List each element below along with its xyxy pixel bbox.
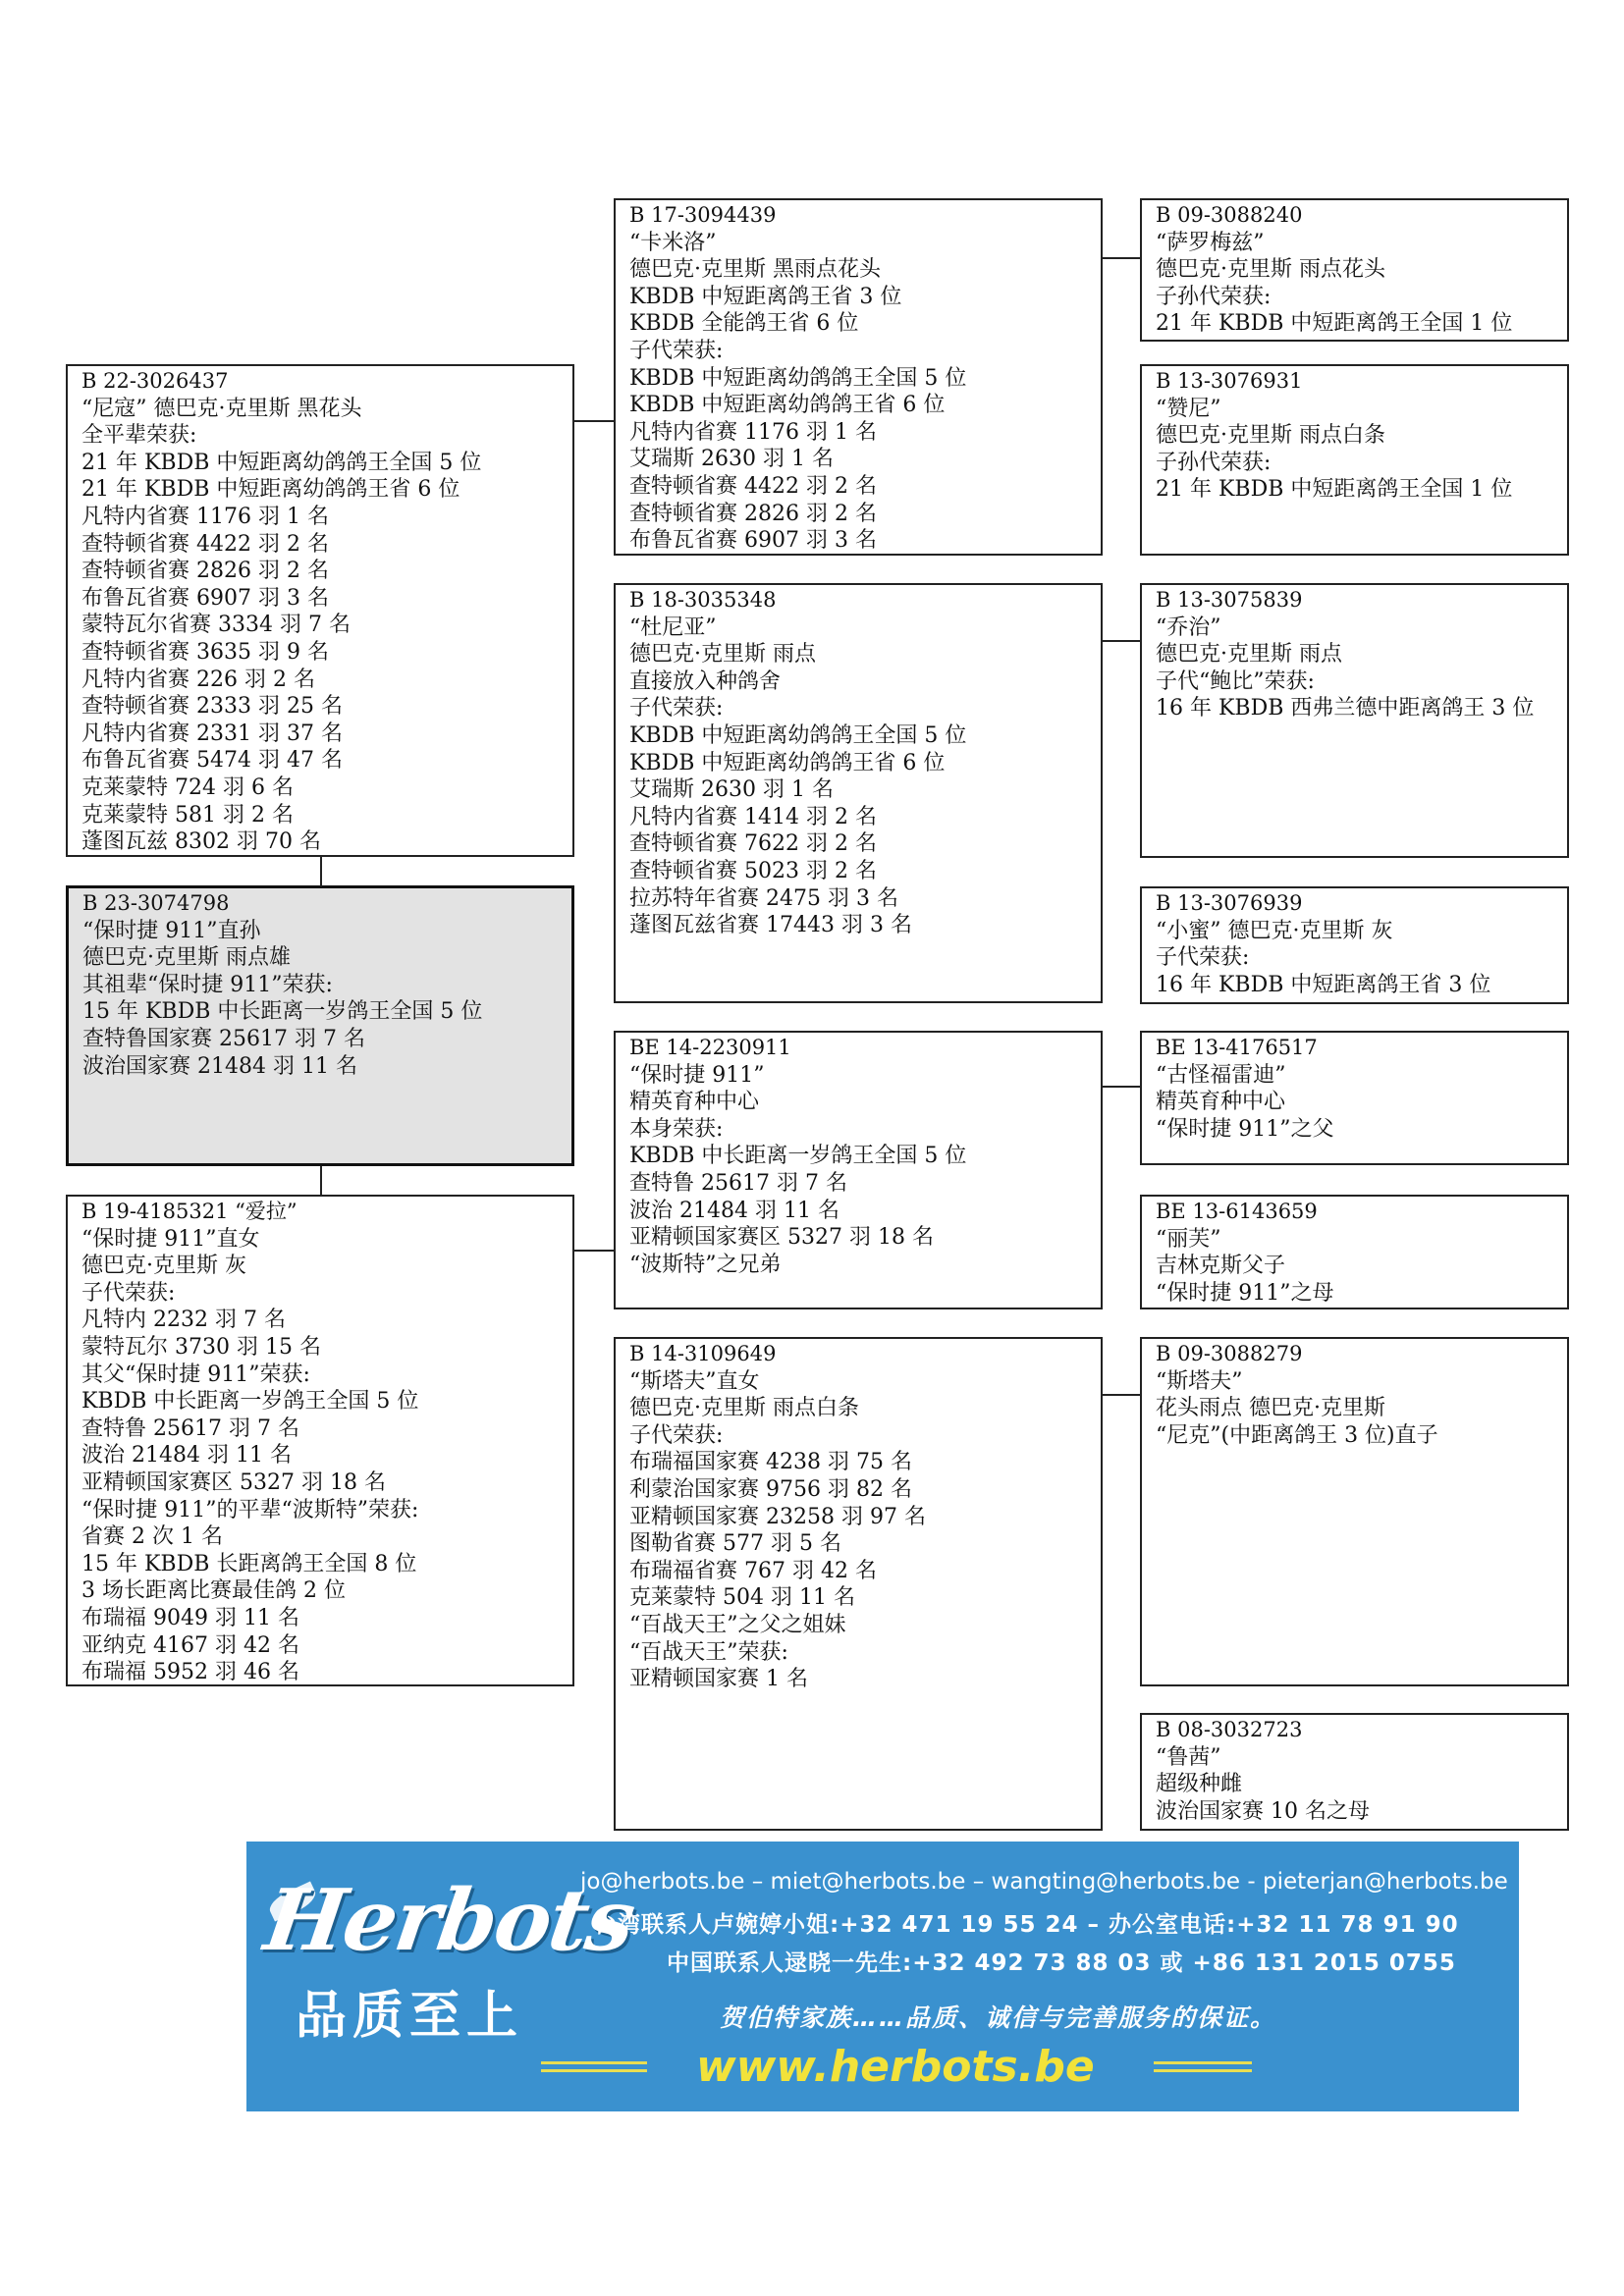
pedigree-line: 克莱蒙特 581 羽 2 名 [81,802,294,828]
pedigree-line: 查特顿省赛 4422 羽 2 名 [629,473,877,499]
pedigree-line: “萨罗梅兹” [1156,230,1265,255]
sss-card [1140,198,1569,342]
pedigree-line: 精英育种中心 [629,1090,760,1115]
pedigree-line: 吉林克斯父子 [1156,1254,1286,1279]
divider-right [1154,2069,1252,2072]
pedigree-line: 艾瑞斯 2630 羽 1 名 [629,447,834,472]
pedigree-line: 子代荣获: [1156,945,1250,971]
pedigree-line: “赞尼” [1156,396,1221,421]
connector [1103,257,1140,259]
ring-number: BE 14-2230911 [629,1036,791,1059]
pedigree-line: 凡特内 2232 羽 7 名 [81,1308,286,1333]
pedigree-line: 查特鲁 25617 羽 7 名 [81,1415,299,1441]
pedigree-line: 本身荣获: [629,1116,724,1142]
pedigree-line: KBDB 中短距离鸽王省 3 位 [629,284,902,309]
pedigree-line: 布瑞福 5952 羽 46 名 [81,1660,299,1685]
pedigree-line: 布瑞福国家赛 4238 羽 75 名 [629,1450,912,1475]
pedigree-line: “保时捷 911”直女 [81,1226,260,1252]
pedigree-line: 布鲁瓦省赛 6907 羽 3 名 [81,585,329,611]
connector [1103,640,1140,642]
pedigree-line: 德巴克·克里斯 灰 [81,1254,246,1279]
pedigree-line: 德巴克·克里斯 黑雨点花头 [629,257,881,283]
pedigree-line: 21 年 KBDB 中短距离鸽王全国 1 位 [1156,477,1513,503]
sire-dam-card [614,583,1103,1003]
pedigree-line: 布瑞福省赛 767 羽 42 名 [629,1558,877,1583]
dam-dam-card [614,1337,1103,1831]
dds-card [1140,1337,1569,1686]
ring-number: B 17-3094439 [629,203,777,227]
dss-card [1140,1031,1569,1165]
dsd-card [1140,1195,1569,1309]
ring-number: BE 13-4176517 [1156,1036,1318,1059]
herbots-banner [246,1842,1519,2111]
pedigree-line: 子孙代荣获: [1156,284,1272,309]
pedigree-line: “波斯特”之兄弟 [629,1252,782,1277]
sire-sire-card [614,198,1103,556]
pedigree-line: 蒙特瓦尔省赛 3334 羽 7 名 [81,613,351,638]
pedigree-line: 德巴克·克里斯 雨点白条 [629,1396,859,1421]
china-contact: 中国联系人逯晓一先生:+32 492 73 88 03 或 +86 131 2015 0755 [667,1950,1456,1976]
divider-left [541,2061,647,2064]
connector [320,1166,322,1196]
pedigree-line: 查特顿省赛 2826 羽 2 名 [81,559,329,584]
divider-left [541,2069,647,2072]
pedigree-line: “保时捷 911”的平辈“波斯特”荣获: [81,1497,419,1522]
ring-number: B 13-3076931 [1156,369,1303,393]
pedigree-line: 其祖辈“保时捷 911”荣获: [82,972,333,997]
pedigree-line: 凡特内省赛 1176 羽 1 名 [81,504,329,529]
pedigree-line: 波治 21484 羽 11 名 [629,1198,839,1223]
ring-number: B 14-3109649 [629,1342,777,1365]
pedigree-line: 15 年 KBDB 长距离鸽王全国 8 位 [81,1551,417,1576]
pedigree-line: 查特鲁 25617 羽 7 名 [629,1170,847,1196]
pedigree-line: 查特顿省赛 7622 羽 2 名 [629,831,877,857]
connector [574,1250,614,1252]
pedigree-line: 凡特内省赛 1414 羽 2 名 [629,804,877,829]
pedigree-line: 16 年 KBDB 西弗兰德中距离鸽王 3 位 [1156,696,1535,721]
pedigree-line: 德巴克·克里斯 雨点花头 [1156,257,1385,283]
pedigree-line: 21 年 KBDB 中短距离幼鸽鸽王省 6 位 [81,477,460,503]
pedigree-line: 查特顿省赛 3635 羽 9 名 [81,639,329,665]
pedigree-line: 超级种雌 [1156,1772,1243,1797]
pedigree-line: 波治国家赛 10 名之母 [1156,1798,1370,1824]
pedigree-line: 德巴克·克里斯 雨点白条 [1156,423,1385,449]
pedigree-line: KBDB 中短距离幼鸽鸽王省 6 位 [629,750,946,775]
pedigree-line: 省赛 2 次 1 名 [81,1524,223,1550]
pedigree-line: 子孙代荣获: [1156,450,1272,475]
pedigree-line: 子代荣获: [81,1280,176,1306]
pedigree-line: 子代荣获: [629,338,724,363]
pedigree-line: 布鲁瓦省赛 6907 羽 3 名 [629,528,877,554]
pedigree-line: “斯塔夫” [1156,1368,1243,1394]
pedigree-line: 亚精顿国家赛区 5327 羽 18 名 [81,1469,386,1495]
connector [574,420,614,422]
pedigree-line: “丽芙” [1156,1226,1221,1252]
pedigree-line: 蒙特瓦尔 3730 羽 15 名 [81,1334,321,1360]
ring-number: B 23-3074798 [82,891,230,915]
connector [1103,1086,1140,1088]
sds-card [1140,583,1569,858]
pedigree-line: 布鲁瓦省赛 5474 羽 47 名 [81,748,343,774]
divider-right [1154,2061,1252,2064]
pedigree-line: 亚精顿国家赛 23258 羽 97 名 [629,1504,926,1529]
herbots-logo: Herbots [258,1871,640,1970]
pedigree-line: 克莱蒙特 724 羽 6 名 [81,774,294,800]
pedigree-line: 查特鲁国家赛 25617 羽 7 名 [82,1026,365,1051]
pedigree-line: 德巴克·克里斯 雨点雄 [82,945,291,971]
pedigree-line: “百战天王”荣获: [629,1639,788,1665]
ssd-card [1140,364,1569,556]
pedigree-line: 艾瑞斯 2630 羽 1 名 [629,777,834,803]
ring-number: B 09-3088240 [1156,203,1303,227]
pedigree-line: 16 年 KBDB 中短距离鸽王省 3 位 [1156,972,1491,997]
pedigree-line: 子代荣获: [629,1422,724,1448]
pedigree-line: 21 年 KBDB 中短距离鸽王全国 1 位 [1156,311,1513,337]
pedigree-line: 直接放入种鸽舍 [629,668,782,694]
pedigree-line: “斯塔夫”直女 [629,1368,760,1394]
pedigree-line: 15 年 KBDB 中长距离一岁鸽王全国 5 位 [82,999,483,1025]
ring-number: B 19-4185321 “爱拉” [81,1200,298,1223]
pedigree-line: “鲁茜” [1156,1744,1221,1770]
pedigree-line: 布瑞福 9049 羽 11 名 [81,1605,299,1630]
pedigree-line: KBDB 全能鸽王省 6 位 [629,311,859,337]
pedigree-line: “尼寇” 德巴克·克里斯 黑花头 [81,396,362,421]
pedigree-line: KBDB 中短距离幼鸽鸽王全国 5 位 [629,722,967,748]
ring-number: B 22-3026437 [81,369,229,393]
email-contacts[interactable]: jo@herbots.be – miet@herbots.be – wangting@herbots.be - pieterjan@herbots.be [580,1869,1508,1895]
pedigree-line: 凡特内省赛 226 羽 2 名 [81,667,315,692]
connector [1103,1394,1140,1396]
pedigree-line: 凡特内省赛 2331 羽 37 名 [81,721,343,746]
pedigree-line: 花头雨点 德巴克·克里斯 [1156,1396,1385,1421]
slogan: 品质至上 [296,1987,524,2046]
pedigree-line: “小蜜” 德巴克·克里斯 灰 [1156,918,1393,943]
pedigree-line: “乔治” [1156,614,1221,640]
pedigree-line: 蓬图瓦兹省赛 17443 羽 3 名 [629,913,912,938]
ring-number: B 09-3088279 [1156,1342,1303,1365]
pedigree-line: 全平辈荣获: [81,423,197,449]
motto: 贺伯特家族……品质、诚信与完善服务的保证。 [720,2003,1277,2032]
pedigree-line: 查特顿省赛 4422 羽 2 名 [81,531,329,557]
dam-card [66,1195,574,1686]
website-link[interactable]: www.herbots.be [696,2042,1095,2092]
sire-card [66,364,574,857]
ring-number: B 18-3035348 [629,588,777,612]
pedigree-line: “古怪福雷迪” [1156,1062,1286,1088]
pedigree-line: 子代荣获: [629,696,724,721]
pedigree-line: 子代“鲍比”荣获: [1156,668,1315,694]
pedigree-line: 德巴克·克里斯 雨点 [1156,642,1342,667]
pedigree-line: 21 年 KBDB 中短距离幼鸽鸽王全国 5 位 [81,450,482,475]
pedigree-line: 凡特内省赛 1176 羽 1 名 [629,419,877,445]
taiwan-contact: 台湾联系人卢婉婷小姐:+32 471 19 55 24 – 办公室电话:+32 11 78 91 90 [594,1912,1459,1938]
pedigree-line: “杜尼亚” [629,614,717,640]
pedigree-line: KBDB 中长距离一岁鸽王全国 5 位 [629,1144,967,1169]
pedigree-line: KBDB 中长距离一岁鸽王全国 5 位 [81,1389,419,1415]
ring-number: B 13-3076939 [1156,891,1303,915]
pedigree-line: 其父“保时捷 911”荣获: [81,1362,310,1387]
pedigree-line: 德巴克·克里斯 雨点 [629,642,816,667]
pedigree-line: 3 场长距离比赛最佳鸽 2 位 [81,1578,346,1604]
pedigree-line: 克莱蒙特 504 羽 11 名 [629,1585,855,1611]
ring-number: B 08-3032723 [1156,1718,1303,1741]
pedigree-line: “百战天王”之父之姐妹 [629,1612,846,1637]
pedigree-line: “卡米洛” [629,230,717,255]
pedigree-line: 查特顿省赛 2826 羽 2 名 [629,501,877,526]
pedigree-line: KBDB 中短距离幼鸽鸽王省 6 位 [629,393,946,418]
pedigree-line: “保时捷 911” [629,1062,765,1088]
pedigree-line: 利蒙治国家赛 9756 羽 82 名 [629,1476,912,1502]
pedigree-line: 拉苏特年省赛 2475 羽 3 名 [629,885,898,911]
subject-card [66,885,574,1166]
ring-number: B 13-3075839 [1156,588,1303,612]
pedigree-line: “保时捷 911”之父 [1156,1116,1334,1142]
pedigree-line: 波治 21484 羽 11 名 [81,1443,292,1468]
pedigree-line: 图勒省赛 577 羽 5 名 [629,1531,841,1557]
pedigree-line: 亚精顿国家赛区 5327 羽 18 名 [629,1225,934,1251]
dam-sire-card [614,1031,1103,1309]
ring-number: BE 13-6143659 [1156,1200,1318,1223]
pedigree-line: 亚精顿国家赛 1 名 [629,1667,808,1692]
pedigree-line: “保时捷 911”直孙 [82,918,261,943]
pedigree-line: 亚纳克 4167 羽 42 名 [81,1632,299,1658]
pedigree-line: 蓬图瓦兹 8302 羽 70 名 [81,829,321,855]
pedigree-line: 精英育种中心 [1156,1090,1286,1115]
sdd-card [1140,886,1569,1004]
ddd-card [1140,1713,1569,1831]
pedigree-line: “尼克”(中距离鸽王 3 位)直子 [1156,1422,1438,1448]
pedigree-line: KBDB 中短距离幼鸽鸽王全国 5 位 [629,365,967,391]
pedigree-line: 查特顿省赛 2333 羽 25 名 [81,694,343,720]
connector [320,857,322,886]
pedigree-line: 查特顿省赛 5023 羽 2 名 [629,858,877,883]
pedigree-line: “保时捷 911”之母 [1156,1280,1334,1306]
pedigree-line: 波治国家赛 21484 羽 11 名 [82,1053,357,1079]
